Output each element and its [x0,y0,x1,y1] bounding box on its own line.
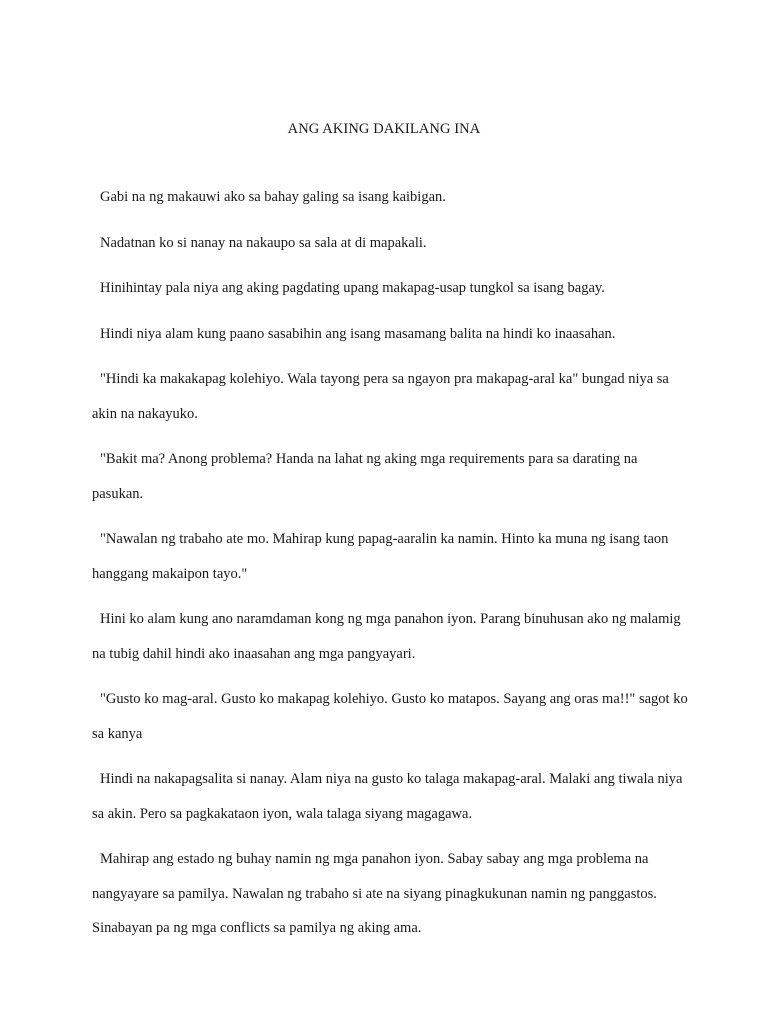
paragraph: Hindi na nakapagsalita si nanay. Alam niya na gusto ko talaga makapag-aral. Malaki ang tiwala niya sa akin. Pero sa pagkakataon iyon, wala talaga siyang magagawa. [92,771,683,822]
paragraph: "Bakit ma? Anong problema? Handa na lahat ng aking mga requirements para sa darating na pasukan. [92,451,638,502]
document-body [92,180,692,957]
document-title: ANG AKING DAKILANG INA [287,121,481,137]
paragraph: Hinihintay pala niya ang aking pagdating upang makapag-usap tungkol sa isang bagay. [100,280,605,296]
paragraph: Nadatnan ko si nanay na nakaupo sa sala at di mapakali. [100,234,427,251]
paragraph: "Hindi ka makakapag kolehiyo. Wala tayong pera sa ngayon pra makapag-aral ka" bungad niya sa akin na nakayuko. [92,371,669,422]
paragraph: Hini ko alam kung ano naramdaman kong ng mga panahon iyon. Parang binuhusan ako ng malamig na tubig dahil hindi ako inaasahan ang mga pangyayari. [92,611,681,662]
paragraph: Gabi na ng makauwi ako sa bahay galing sa isang kaibigan. [100,189,446,205]
paragraph: Hindi niya alam kung paano sasabihin ang isang masamang balita na hindi ko inaasahan. [100,325,616,342]
paragraph: Mahirap ang estado ng buhay namin ng mga panahon iyon. Sabay sabay ang mga problema na nangyayare sa pamilya. Nawalan ng trabaho si ate na siyang pinagkukunan namin ng panggastos. Sinabayan pa ng mga conflicts sa pamilya ng aking ama. [92,851,657,936]
paragraph: "Nawalan ng trabaho ate mo. Mahirap kung papag-aaralin ka namin. Hinto ka muna ng isang taon hanggang makaipon tayo." [92,531,669,582]
paragraph: "Gusto ko mag-aral. Gusto ko makapag kolehiyo. Gusto ko matapos. Sayang ang oras ma!!" sagot ko sa kanya [92,691,688,742]
